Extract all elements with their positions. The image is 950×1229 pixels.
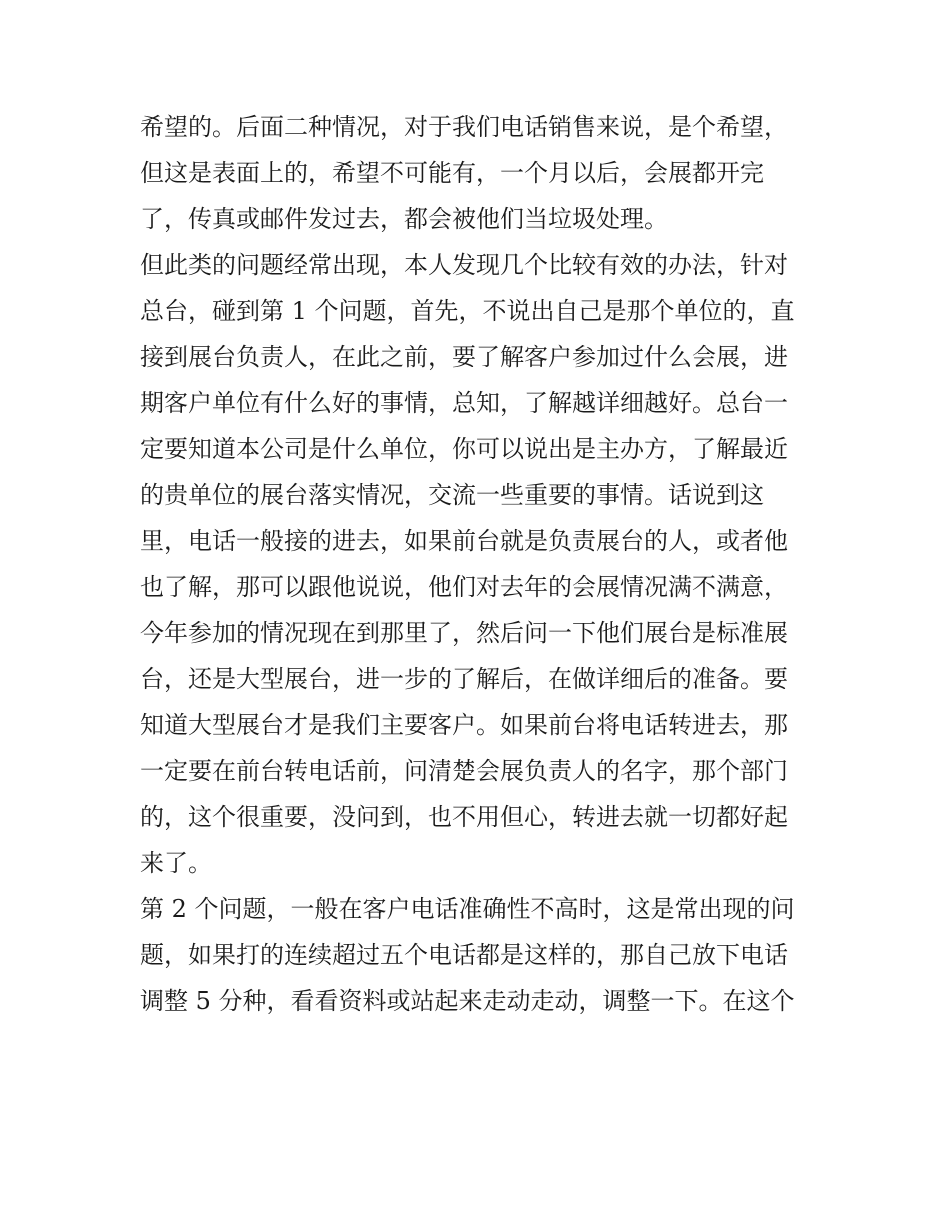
text-line: 里，电话一般接的进去，如果前台就是负责展台的人，或者他 [140,527,788,555]
text-line: 知道大型展台才是我们主要客户。如果前台将电话转进去，那 [140,711,788,739]
text-line: 来了。 [140,849,212,877]
text-line: 总台，碰到第 1 个问题，首先，不说出自己是那个单位的，直 [140,297,795,325]
text-line: 的，这个很重要，没问到，也不用但心，转进去就一切都好起 [140,803,788,831]
text-line: 希望的。后面二种情况，对于我们电话销售来说，是个希望， [140,113,788,141]
text-line: 题，如果打的连续超过五个电话都是这样的，那自己放下电话 [140,941,788,969]
text-line: 台，还是大型展台，进一步的了解后，在做详细后的准备。要 [140,665,788,693]
text-line: 今年参加的情况现在到那里了，然后问一下他们展台是标准展 [140,619,788,647]
text-line: 的贵单位的展台落实情况，交流一些重要的事情。话说到这 [140,481,764,509]
text-line: 调整 5 分种，看看资料或站起来走动走动，调整一下。在这个 [140,987,795,1015]
document-body [140,104,820,1024]
text-line: 期客户单位有什么好的事情，总知，了解越详细越好。总台一 [140,389,788,417]
text-line: 了，传真或邮件发过去，都会被他们当垃圾处理。 [140,205,668,233]
text-line: 也了解，那可以跟他说说，他们对去年的会展情况满不满意， [140,573,788,601]
text-line: 但此类的问题经常出现，本人发现几个比较有效的办法，针对 [140,251,788,279]
text-line: 第 2 个问题，一般在客户电话准确性不高时，这是常出现的问 [140,895,795,923]
text-line: 定要知道本公司是什么单位，你可以说出是主办方，了解最近 [140,435,788,463]
text-line: 一定要在前台转电话前，问清楚会展负责人的名字，那个部门 [140,757,788,785]
text-line: 接到展台负责人，在此之前，要了解客户参加过什么会展，进 [140,343,788,371]
text-line: 但这是表面上的，希望不可能有，一个月以后，会展都开完 [140,159,764,187]
